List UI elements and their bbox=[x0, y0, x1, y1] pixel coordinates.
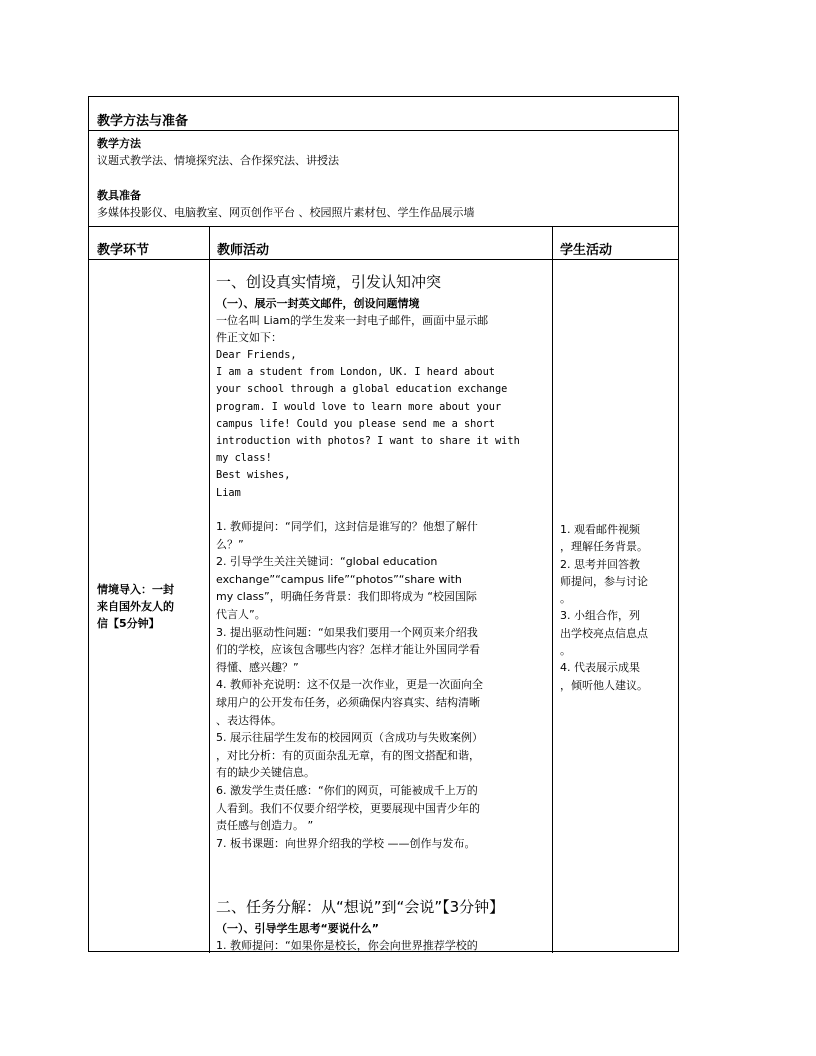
teacher-steps bbox=[216, 518, 483, 852]
stage-label-line: 信【5分钟】 bbox=[97, 617, 160, 630]
student-line: ，理解任务背景。 bbox=[560, 540, 648, 554]
student-line: 师提问，参与讨论 bbox=[560, 574, 648, 588]
step-line: 球用户的公开发布任务，必须确保内容真实、结构清晰 bbox=[216, 695, 480, 709]
step-line: 有的缺少关键信息。 bbox=[216, 766, 315, 780]
email-line: campus life! Could you please send me a short bbox=[216, 417, 495, 430]
student-line: 。 bbox=[560, 644, 571, 658]
student-line: 4. 代表展示成果 bbox=[560, 661, 640, 675]
method-text: 议题式教学法、情境探究法、合作探究法、讲授法 bbox=[97, 154, 339, 167]
section2-subtitle: （一）、引导学生思考“要说什么” bbox=[216, 922, 379, 935]
email-line: introduction with photos? I want to share it with bbox=[216, 435, 520, 448]
student-line: 。 bbox=[560, 592, 571, 606]
step-line: 责任感与创造力。 ” bbox=[216, 819, 314, 833]
stage-label-line: 情境导入：一封 bbox=[97, 583, 174, 596]
step-line: ，对比分析：有的页面杂乱无章，有的图文搭配和谐， bbox=[216, 748, 480, 762]
stage-label-line: 来自国外友人的 bbox=[97, 600, 174, 613]
method-label: 教学方法 bbox=[97, 137, 141, 150]
email-line: I am a student from London, UK. I heard about bbox=[216, 366, 495, 379]
student-line: 3. 小组合作，列 bbox=[560, 609, 640, 623]
intro-text bbox=[216, 312, 488, 346]
email-line: Dear Friends, bbox=[216, 349, 297, 361]
student-line: 出学校亮点信息点 bbox=[560, 626, 648, 640]
step-line: my class”，明确任务背景：我们即将成为 “校园国际 bbox=[216, 590, 477, 604]
intro-line: 一位名叫 Liam的学生发来一封电子邮件，画面中显示邮 bbox=[216, 314, 489, 327]
lesson-plan-table bbox=[88, 96, 679, 952]
tools-text: 多媒体投影仪、电脑教室、网页创作平台 、校园照片素材包、学生作品展示墙 bbox=[97, 206, 475, 219]
rule-after-prep bbox=[89, 226, 678, 227]
student-activities bbox=[560, 521, 648, 694]
student-line: ，倾听他人建议。 bbox=[560, 678, 648, 692]
email-line: Best wishes, bbox=[216, 469, 291, 482]
step-line: 2. 引导学生关注关键词：“global education bbox=[216, 555, 438, 569]
section1-subtitle: （一）、展示一封英文邮件，创设问题情境 bbox=[216, 297, 420, 310]
step-line: 代言人”。 bbox=[216, 607, 266, 621]
intro-line: 件正文如下： bbox=[216, 331, 282, 344]
header-teacher: 教师活动 bbox=[217, 243, 270, 258]
student-line: 1. 观看邮件视频 bbox=[560, 523, 640, 536]
step-line: 4. 教师补充说明：这不仅是一次作业，更是一次面向全 bbox=[216, 678, 483, 692]
step-line: 5. 展示往届学生发布的校园网页（含成功与失败案例） bbox=[216, 731, 483, 745]
section1-title: 一、创设真实情境，引发认知冲突 bbox=[216, 273, 442, 291]
student-line: 2. 思考并回答教 bbox=[560, 557, 640, 571]
step-line: exchange”“campus life”“photos”“share with bbox=[216, 572, 462, 586]
step-line: 1. 教师提问：“同学们，这封信是谁写的？他想了解什 bbox=[216, 520, 478, 533]
email-line: Liam bbox=[216, 486, 241, 499]
step-line: 们的学校，应该包含哪些内容？怎样才能让外国同学看 bbox=[216, 643, 480, 657]
tools-label: 教具准备 bbox=[97, 189, 141, 202]
column-divider-1 bbox=[209, 226, 210, 953]
step-line: 人看到。我们不仅要介绍学校，更要展现中国青少年的 bbox=[216, 801, 480, 815]
step-line: 得懂、感兴趣？” bbox=[216, 660, 299, 674]
step-line: 7. 板书课题：向世界介绍我的学校 ——创作与发布。 bbox=[216, 836, 476, 850]
prep-title: 教学方法与准备 bbox=[97, 114, 189, 129]
email-line: program. I would love to learn more about your bbox=[216, 400, 502, 413]
column-divider-2 bbox=[552, 226, 553, 953]
section2-line: 1. 教师提问：“如果你是校长，你会向世界推荐学校的 bbox=[216, 939, 478, 952]
header-stage: 教学环节 bbox=[97, 243, 150, 258]
email-body bbox=[216, 347, 520, 502]
step-line: 么？” bbox=[216, 537, 244, 551]
header-student: 学生活动 bbox=[560, 243, 613, 258]
step-line: 6. 激发学生责任感：“你们的网页，可能被成千上万的 bbox=[216, 783, 478, 797]
rule-after-title bbox=[89, 130, 678, 131]
step-line: 3. 提出驱动性问题：“如果我们要用一个网页来介绍我 bbox=[216, 625, 478, 639]
email-line: your school through a global education exchange bbox=[216, 383, 508, 396]
section2-title: 二、任务分解：从“想说”到“会说”【3分钟】 bbox=[216, 898, 505, 916]
step-line: 、表达得体。 bbox=[216, 713, 282, 727]
email-line: my class! bbox=[216, 452, 272, 465]
stage-label bbox=[97, 581, 174, 632]
rule-after-headers bbox=[89, 259, 678, 260]
